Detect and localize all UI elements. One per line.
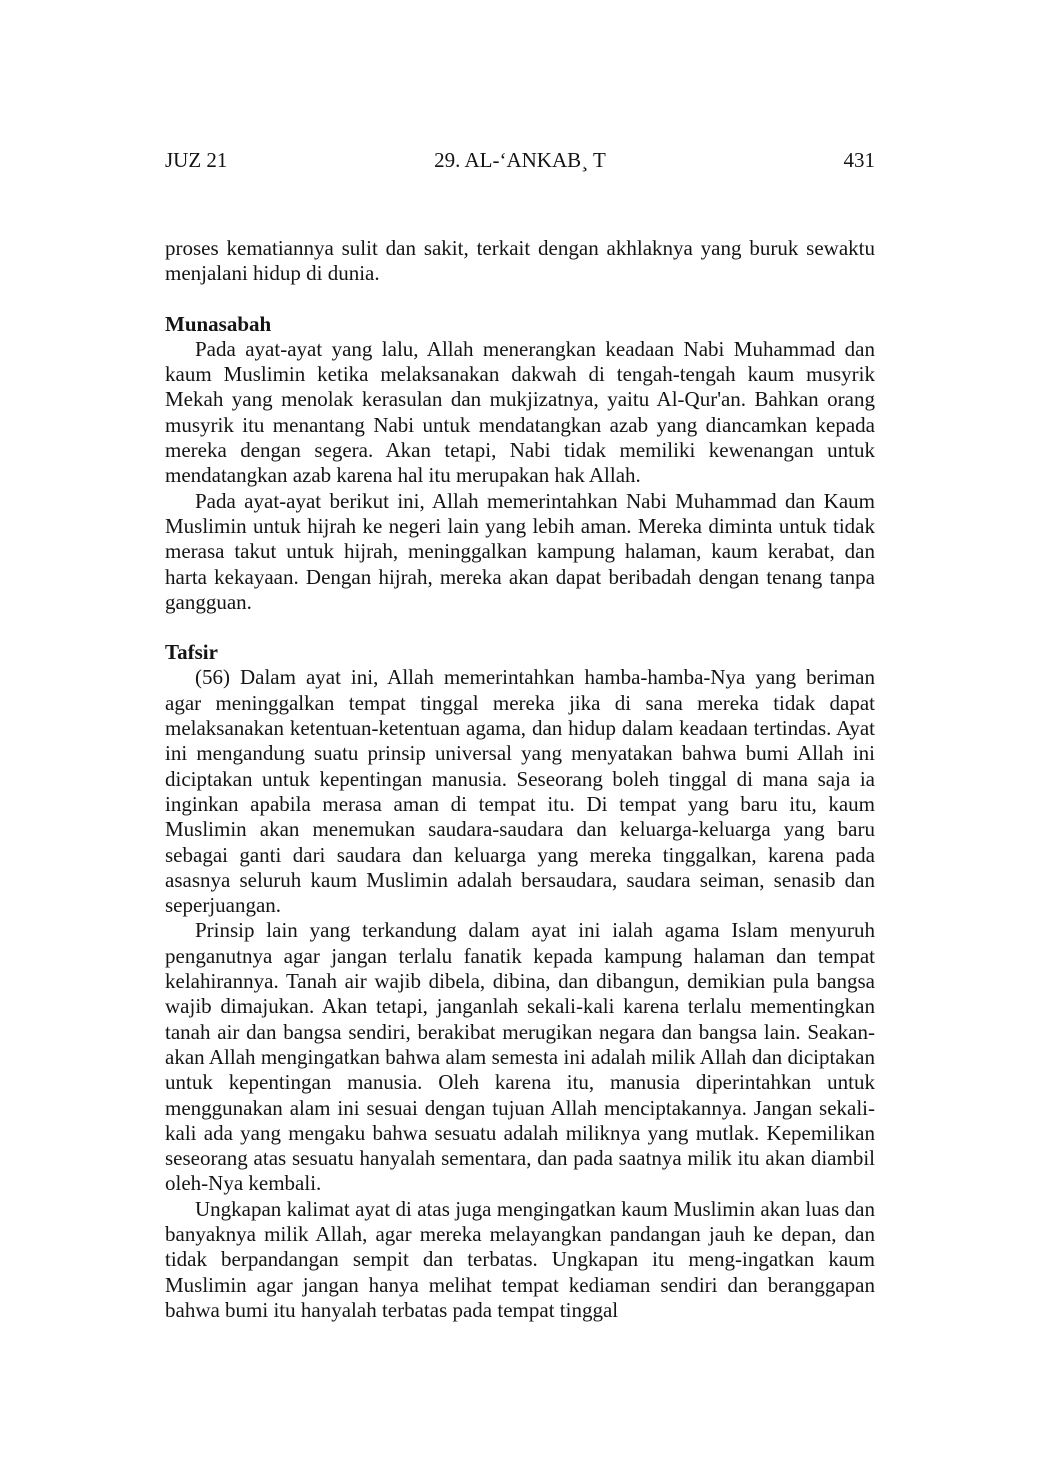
page-number: 431	[843, 148, 875, 172]
tafsir-paragraph: (56) Dalam ayat ini, Allah memerintahkan hamba-hamba-Nya yang beriman agar meninggalkan tempat tinggal mereka jika di sana mereka tidak dapat melaksanakan ketentuan-ketentuan agama, dan hidup dalam keadaan tertindas. Ayat ini mengandung suatu prinsip universal yang menyatakan bahwa bumi Allah ini diciptakan untuk kepentingan manusia. Seseorang boleh tinggal di mana saja ia inginkan apabila merasa aman di tempat itu. Di tempat yang baru itu, kaum Muslimin akan menemukan saudara-saudara dan keluarga-keluarga yang baru sebagai ganti dari saudara dan keluarga yang mereka tinggalkan, karena pada asasnya seluruh kaum Muslimin adalah bersaudara, saudara seiman, senasib dan seperjuangan.	[165, 665, 875, 918]
tafsir-heading: Tafsir	[165, 640, 218, 665]
section-spacer	[165, 615, 875, 640]
munasabah-paragraph: Pada ayat-ayat yang lalu, Allah menerangkan keadaan Nabi Muhammad dan kaum Muslimin ketika melaksanakan dakwah di tengah-tengah kaum musyrik Mekah yang menolak kerasulan dan mukjizatnya, yaitu Al-Qur'an. Bahkan orang musyrik itu menantang Nabi untuk mendatangkan azab yang diancamkan kepada mereka dengan segera. Akan tetapi, Nabi tidak memiliki kewenangan untuk mendatangkan azab karena hal itu merupakan hak Allah.	[165, 336, 875, 488]
munasabah-section	[165, 312, 875, 616]
tafsir-paragraph: Prinsip lain yang terkandung dalam ayat ini ialah agama Islam menyuruh penganutnya agar jangan terlalu fanatik kepada kampung halaman dan tempat kelahirannya. Tanah air wajib dibela, dibina, dan dibangun, demikian pula bangsa wajib dimajukan. Akan tetapi, janganlah sekali-kali karena terlalu mementingkan tanah air dan bangsa sendiri, berakibat merugikan negara dan bangsa lain. Seakan-akan Allah mengingatkan bahwa alam semesta ini adalah milik Allah dan diciptakan untuk kepentingan manusia. Oleh karena itu, manusia diperintahkan untuk menggunakan alam ini sesuai dengan tujuan Allah menciptakannya. Jangan sekali-kali ada yang mengaku bahwa sesuatu adalah miliknya yang mutlak. Kepemilikan seseorang atas sesuatu hanyalah sementara, dan pada saatnya milik itu akan diambil oleh-Nya kembali.	[165, 918, 875, 1196]
juz-label: JUZ 21	[165, 148, 228, 172]
surah-title: 29. AL-‘ANKAB¸ T	[434, 148, 606, 172]
tafsir-section	[165, 640, 875, 1323]
tafsir-paragraph: Ungkapan kalimat ayat di atas juga mengingatkan kaum Muslimin akan luas dan banyaknya milik Allah, agar mereka melayangkan pandangan jauh ke depan, dan tidak berpandangan sempit dan terbatas. Ungkapan itu meng-ingatkan kaum Muslimin agar jangan hanya melihat tempat kediaman sendiri dan beranggapan bahwa bumi itu hanyalah terbatas pada tempat tinggal	[165, 1196, 875, 1322]
munasabah-paragraph: Pada ayat-ayat berikut ini, Allah memerintahkan Nabi Muhammad dan Kaum Muslimin untuk hijrah ke negeri lain yang lebih aman. Mereka diminta untuk tidak merasa takut untuk hijrah, meninggalkan kampung halaman, kaum kerabat, dan harta kekayaan. Dengan hijrah, mereka akan dapat beribadah dengan tenang tanpa gangguan.	[165, 488, 875, 614]
section-spacer	[165, 287, 875, 312]
munasabah-heading: Munasabah	[165, 311, 272, 336]
running-header	[165, 146, 875, 174]
page-body	[165, 236, 875, 1323]
intro-paragraph: proses kematiannya sulit dan sakit, terkait dengan akhlaknya yang buruk sewaktu menjalani hidup di dunia.	[165, 236, 875, 286]
